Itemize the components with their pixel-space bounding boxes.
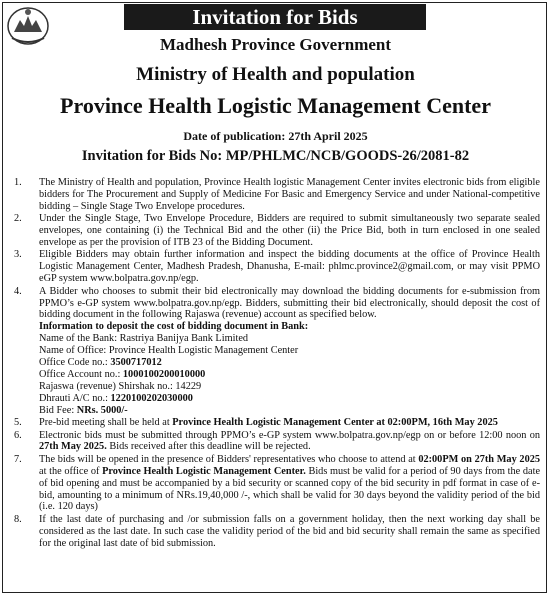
item-text-part: Bids received after this deadline will be rejected. [106, 441, 311, 453]
government-heading: Madhesh Province Government [159, 35, 392, 54]
item-text-part: Bids must be valid for a period of 90 days from the date of bid opening and must be accompanied by a bid security or scanned copy of the bid security in pdf format in case of e-bid, amounting to a minimum of NRs.19,40,000 /-, which shall be valid for 30 days beyond the validity period of the bid (i.e. 120 days) [39, 465, 541, 513]
item-number: 7. [14, 453, 22, 465]
bid-fee-value: NRs. 5000/- [76, 404, 128, 416]
item-text: Under the Single Stage, Two Envelope Procedure, Bidders are required to submit simultaneously two separate sealed envelopes, one containing (i) the Technical Bid and the other (ii) the Price Bid, both in turn enclosed in one sealed envelope as per the provision of ITB 23 of the Bidding Document. [39, 213, 540, 249]
bid-fee-label: Bid Fee: [39, 404, 77, 416]
opening-time: 02:00PM on 27th May 2025 [418, 453, 541, 465]
dhrauti-line [39, 393, 540, 405]
list-item [14, 249, 540, 285]
item-text-part: Electronic bids must be submitted through PPMO’s e-GP system www.bolpatra.gov.np/egp on or before 12:00 noon on [39, 429, 540, 441]
item-text-part: at the office of [39, 465, 103, 477]
publication-date: Date of publication: 27th April 2025 [183, 129, 368, 143]
bank-name: Name of the Bank: Rastriya Banijya Bank Limited [39, 333, 249, 345]
office-code-line [39, 357, 540, 369]
item-number: 8. [14, 513, 22, 525]
item-text: A Bidder who chooses to submit their bid electronically may download the bidding documents for e-submission from PPMO’s e-GP system www.bolpatra.gov.np/egp. Bidders, submitting their bid electronically, should deposit the cost of bidding document in the following Rajaswa (revenue) account as specified below. [39, 285, 540, 321]
list-item [14, 514, 540, 550]
list-item [14, 430, 540, 454]
bid-items-list [14, 177, 540, 550]
item-number: 6. [14, 429, 22, 441]
item-text: If the last date of purchasing and /or submission falls on a government holiday, then the next working day shall be considered as the last date. In such case the validity period of the bid and bid security shall remain the same as specified for the original last date of bid submission. [39, 513, 540, 549]
opening-venue: Province Health Logistic Management Center. [102, 465, 306, 477]
item-number: 2. [14, 213, 22, 225]
item-number: 5. [14, 417, 22, 429]
list-item [14, 417, 540, 429]
office-account-value: 1000100200010000 [122, 369, 206, 380]
revenue-shirshak: Rajaswa (revenue) Shirshak no.: 14229 [39, 380, 202, 392]
item-number: 3. [14, 249, 22, 261]
item-number: 1. [14, 177, 22, 188]
office-code-label: Office Code no.: [39, 357, 111, 369]
page-title: Invitation for Bids [124, 4, 426, 30]
office-code-value: 3500717012 [110, 357, 162, 369]
office-account-label: Office Account no.: [39, 369, 123, 380]
list-item [14, 454, 540, 514]
item-text: The Ministry of Health and population, Province Health logistic Management Center invites electronic bids from eligible bidders for The Procurement and Supply of Medicine For Basic and Emergency Service and under National-competitive bidding – Single Stage Two Envelope procedures. [39, 177, 540, 212]
dhrauti-value: 1220100202030000 [110, 392, 193, 404]
ministry-heading: Ministry of Health and population [136, 64, 415, 85]
dhrauti-label: Dhrauti A/C no.: [39, 392, 111, 404]
submission-deadline: 27th May 2025. [39, 441, 107, 453]
bid-number: Invitation for Bids No: MP/PHLMC/NCB/GOODS-26/2081-82 [81, 148, 470, 164]
list-item [14, 286, 540, 417]
bid-fee-line [39, 405, 540, 417]
item-text-part: Pre-bid meeting shall be held at [39, 417, 173, 429]
office-name: Name of Office: Province Health Logistic Management Center [39, 345, 299, 357]
item-number: 4. [14, 285, 22, 297]
item-text: Eligible Bidders may obtain further information and inspect the bidding documents at the office of Province Health Logistic Management Center, Madhesh Pradesh, Dhanusha, E-mail: phlmc.province2@gmail.com, or may visit PPMO eGP system www.bolpatra.gov.np/egp. [39, 249, 540, 285]
item-text [39, 417, 540, 429]
item-text [39, 454, 540, 514]
list-item [14, 177, 540, 213]
prebid-meeting-detail: Province Health Logistic Management Center at 02:00PM, 16th May 2025 [172, 417, 498, 429]
item-text [39, 430, 540, 454]
bank-info-heading: Information to deposit the cost of bidding document in Bank: [39, 321, 309, 333]
item-text-block [39, 286, 540, 417]
center-heading: Province Health Logistic Management Center [60, 93, 491, 118]
office-account-line [39, 369, 540, 381]
item-text-part: The bids will be opened in the presence of Bidders' representatives who choose to attend at [39, 453, 419, 465]
list-item [14, 213, 540, 249]
